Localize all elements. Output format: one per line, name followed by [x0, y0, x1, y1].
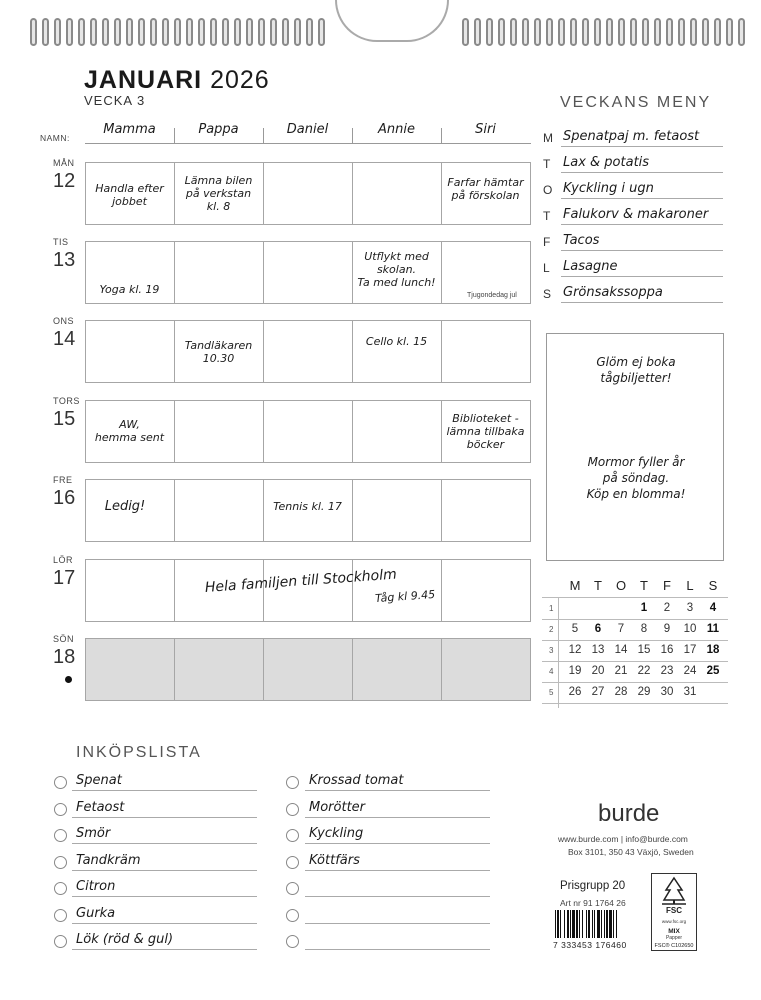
price-group: Prisgrupp 20: [560, 880, 626, 892]
spiral-coil: [186, 18, 193, 46]
minical-day: 23: [660, 665, 674, 677]
minical-header: F: [663, 578, 671, 593]
day-number-3: 15: [53, 408, 76, 430]
menu-dish: Falukorv & makaroner: [563, 207, 709, 222]
minical-day: 14: [614, 644, 628, 656]
menu-day-letter: S: [543, 287, 552, 301]
minical-day: 6: [594, 623, 602, 635]
minical-day: 12: [568, 644, 582, 656]
entry-fri-mamma: Ledig!: [104, 499, 146, 514]
barcode: [553, 910, 646, 938]
shopping-item: Tandkräm: [76, 852, 141, 868]
day-name-5: LÖR: [53, 555, 74, 565]
day-cell: [263, 241, 353, 304]
spiral-coil: [174, 18, 181, 46]
minical-week-number: 5: [549, 688, 554, 697]
entry-tue-annie: Utflykt med skolan. Ta med lunch!: [357, 250, 436, 289]
spiral-coil: [462, 18, 469, 46]
barcode-number: 7 333453 176460: [553, 940, 627, 950]
minical-day: 2: [663, 602, 671, 614]
barcode-bar: [613, 910, 614, 938]
minical-day: 4: [709, 602, 717, 614]
week-label: VECKA 3: [84, 93, 146, 108]
minical-day: 20: [591, 665, 605, 677]
names-underline: [85, 143, 531, 144]
shopping-checkbox[interactable]: [286, 803, 299, 816]
minical-day: 22: [637, 665, 651, 677]
name-pappa: Pappa: [198, 122, 239, 137]
shopping-checkbox[interactable]: [54, 803, 67, 816]
minical-header: L: [686, 578, 694, 593]
spiral-coil: [474, 18, 481, 46]
menu-day-letter: T: [543, 157, 551, 171]
menu-line: [561, 250, 723, 251]
spiral-coil: [306, 18, 313, 46]
fsc-tree-icon: [652, 874, 696, 914]
entry-fri-daniel: Tennis kl. 17: [273, 500, 342, 513]
shopping-item: Köttfärs: [309, 852, 360, 868]
names-label: NAMN:: [40, 133, 70, 143]
spiral-coil: [246, 18, 253, 46]
shopping-line: [305, 949, 490, 950]
menu-day-letter: T: [543, 209, 551, 223]
menu-dish: Lax & potatis: [563, 155, 650, 170]
spiral-coil: [150, 18, 157, 46]
shopping-line: [72, 817, 257, 818]
menu-dish: Spenatpaj m. fetaost: [563, 129, 700, 144]
menu-day-letter: F: [543, 235, 551, 249]
shopping-item: Lök (röd & gul): [76, 932, 174, 947]
holiday-note: Tjugondedag jul: [467, 292, 517, 299]
barcode-bar: [616, 910, 617, 938]
spiral-coil: [498, 18, 505, 46]
spiral-coil: [522, 18, 529, 46]
spiral-coil: [690, 18, 697, 46]
spiral-coil: [318, 18, 325, 46]
spiral-coil: [258, 18, 265, 46]
shopping-checkbox[interactable]: [286, 776, 299, 789]
menu-day-letter: O: [543, 183, 553, 197]
minical-day: 13: [591, 644, 605, 656]
minical-line: [542, 597, 728, 598]
fsc-url: www.fsc.org: [661, 919, 687, 924]
spiral-coil: [486, 18, 493, 46]
day-cell: [352, 400, 442, 463]
minical-week-number: 3: [549, 646, 554, 655]
burde-logo: burde: [598, 800, 660, 827]
fsc-mix: MIX: [668, 928, 680, 935]
spiral-coil: [630, 18, 637, 46]
minical-line: [542, 640, 728, 641]
spiral-coil: [606, 18, 613, 46]
shopping-checkbox[interactable]: [54, 882, 67, 895]
minical-day: 29: [637, 686, 651, 698]
day-number-2: 14: [53, 328, 76, 350]
day-cell: [263, 638, 353, 701]
spiral-coil: [222, 18, 229, 46]
menu-day-letter: L: [543, 261, 550, 275]
shopping-item: Fetaost: [76, 799, 125, 815]
day-cell: [85, 559, 175, 622]
day-cell: [441, 559, 531, 622]
sunday-dot: [65, 676, 72, 683]
entry-thu-siri: Biblioteket - lämna tillbaka böcker: [446, 412, 525, 451]
spiral-coil: [546, 18, 553, 46]
fsc-code: FSC® C102650: [654, 943, 694, 949]
menu-dish: Grönsakssoppa: [563, 285, 663, 300]
spiral-coil: [654, 18, 661, 46]
spiral-coil: [114, 18, 121, 46]
entry-sat-family: Hela familjen till Stockholm: [204, 566, 398, 596]
day-cell: [263, 320, 353, 383]
menu-dish: Lasagne: [563, 259, 618, 274]
shopping-item: Kyckling: [309, 826, 364, 841]
barcode-bar: [609, 910, 612, 938]
minical-day: 17: [683, 644, 697, 656]
minical-day: 27: [591, 686, 605, 698]
day-name-6: SÖN: [53, 634, 75, 644]
entry-tue-mamma: Yoga kl. 19: [99, 283, 160, 296]
shopping-line: [72, 790, 257, 791]
minical-day: 1: [640, 602, 648, 614]
shopping-checkbox[interactable]: [286, 882, 299, 895]
spiral-coil: [738, 18, 745, 46]
name-divider: [263, 128, 264, 144]
minical-day: 9: [663, 623, 671, 635]
menu-title: VECKANS MENY: [560, 94, 712, 111]
barcode-bar: [582, 910, 583, 938]
name-daniel: Daniel: [286, 122, 329, 137]
day-cell: [352, 320, 442, 383]
shopping-line: [305, 817, 490, 818]
day-name-1: TIS: [53, 237, 69, 247]
shopping-line: [72, 870, 257, 871]
entry-thu-mamma: AW, hemma sent: [94, 418, 165, 444]
spiral-coil: [210, 18, 217, 46]
day-cell: [441, 638, 531, 701]
day-cell: [352, 638, 442, 701]
shopping-item: Krossad tomat: [309, 773, 404, 788]
spiral-coil: [594, 18, 601, 46]
name-annie: Annie: [378, 122, 415, 137]
day-cell: [174, 241, 264, 304]
minical-week-number: 1: [549, 604, 554, 613]
barcode-bar: [570, 910, 571, 938]
minical-day: 24: [683, 665, 697, 677]
publisher-address: Box 3101, 350 43 Växjö, Sweden: [568, 847, 694, 857]
shopping-line: [72, 949, 257, 950]
spiral-coil: [702, 18, 709, 46]
shopping-checkbox[interactable]: [54, 935, 67, 948]
shopping-checkbox[interactable]: [54, 856, 67, 869]
day-number-0: 12: [53, 170, 76, 192]
note-tickets: Glöm ej boka tågbiljetter!: [596, 355, 676, 385]
entry-wed-annie: Cello kl. 15: [365, 335, 428, 348]
spiral-coil: [30, 18, 37, 46]
shopping-checkbox[interactable]: [286, 856, 299, 869]
article-number: Art nr 91 1764 26: [560, 898, 626, 908]
shopping-checkbox[interactable]: [286, 935, 299, 948]
name-mamma: Mamma: [103, 122, 156, 137]
minical-day: 11: [706, 623, 720, 635]
menu-line: [561, 276, 723, 277]
minical-day: 5: [571, 623, 579, 635]
spiral-coil: [78, 18, 85, 46]
minical-day: 7: [617, 623, 625, 635]
entry-mon-pappa: Lämna bilen på verkstan kl. 8: [184, 174, 253, 213]
spiral-coil: [678, 18, 685, 46]
notes-box: [546, 333, 724, 561]
minical-line: [542, 703, 728, 704]
day-number-6: 18: [53, 646, 76, 668]
spiral-coil: [558, 18, 565, 46]
barcode-bar: [557, 910, 559, 938]
minical-day: 30: [660, 686, 674, 698]
barcode-bar: [579, 910, 580, 938]
barcode-bar: [604, 910, 605, 938]
barcode-bar: [606, 910, 608, 938]
note-birthday: Mormor fyller år på söndag. Köp en blomma!: [586, 455, 686, 501]
minical-day: 15: [637, 644, 651, 656]
menu-dish: Tacos: [563, 233, 600, 248]
minical-header: T: [640, 578, 648, 593]
day-name-3: TORS: [53, 396, 80, 406]
barcode-bar: [576, 910, 578, 938]
barcode-bar: [594, 910, 595, 938]
minical-day: 21: [614, 665, 628, 677]
minical-week-number: 4: [549, 667, 554, 676]
fsc-logo-text: FSC: [666, 906, 682, 914]
menu-line: [561, 224, 723, 225]
spiral-coil: [642, 18, 649, 46]
barcode-bar: [567, 910, 569, 938]
barcode-bar: [601, 910, 602, 938]
publisher-contact: www.burde.com | info@burde.com: [558, 834, 688, 844]
shopping-checkbox[interactable]: [54, 776, 67, 789]
spiral-coil: [534, 18, 541, 46]
spiral-coil: [618, 18, 625, 46]
minical-day: 26: [568, 686, 582, 698]
day-cell: [352, 162, 442, 225]
entry-sat-train: Tåg kl 9.45: [374, 587, 436, 606]
day-cell: [85, 638, 175, 701]
spiral-coil: [66, 18, 73, 46]
barcode-bar: [564, 910, 565, 938]
day-cell: [352, 479, 442, 542]
minical-day: 18: [706, 644, 720, 656]
spiral-coil: [270, 18, 277, 46]
minical-day: 31: [683, 686, 697, 698]
menu-day-letter: M: [543, 131, 553, 145]
minical-day: 8: [640, 623, 648, 635]
shopping-line: [305, 896, 490, 897]
day-cell: [441, 320, 531, 383]
day-number-1: 13: [53, 249, 76, 271]
menu-line: [561, 302, 723, 303]
barcode-bar: [586, 910, 587, 938]
barcode-bar: [597, 910, 600, 938]
spiral-coil: [162, 18, 169, 46]
shopping-checkbox[interactable]: [286, 829, 299, 842]
spiral-coil: [726, 18, 733, 46]
spiral-coil: [102, 18, 109, 46]
menu-line: [561, 172, 723, 173]
minical-header: S: [708, 578, 718, 593]
name-divider: [352, 128, 353, 144]
spiral-coil: [510, 18, 517, 46]
day-cell: [174, 400, 264, 463]
menu-line: [561, 198, 723, 199]
barcode-bar: [592, 910, 593, 938]
shopping-checkbox[interactable]: [54, 829, 67, 842]
spiral-coil: [198, 18, 205, 46]
name-divider: [174, 128, 175, 144]
day-name-0: MÅN: [53, 158, 75, 168]
spiral-coil: [138, 18, 145, 46]
day-cell: [85, 320, 175, 383]
day-number-5: 17: [53, 567, 76, 589]
day-cell: [263, 400, 353, 463]
shopping-item: Gurka: [76, 905, 116, 921]
minical-line: [542, 661, 728, 662]
minical-header: T: [594, 578, 602, 593]
spiral-coil: [234, 18, 241, 46]
shopping-line: [72, 896, 257, 897]
minical-line: [542, 619, 728, 620]
barcode-bar: [588, 910, 590, 938]
barcode-bar: [555, 910, 556, 938]
entry-mon-siri: Farfar hämtar på förskolan: [447, 176, 524, 202]
barcode-bar: [572, 910, 575, 938]
minical-day: 19: [568, 665, 582, 677]
shopping-item: Morötter: [309, 799, 366, 815]
spiral-coil: [126, 18, 133, 46]
shopping-item: Citron: [76, 879, 116, 894]
shopping-line: [305, 843, 490, 844]
minical-day: 3: [686, 602, 694, 614]
day-cell: [441, 479, 531, 542]
shopping-line: [72, 923, 257, 924]
shopping-title: INKÖPSLISTA: [76, 744, 202, 761]
minical-day: 28: [614, 686, 628, 698]
menu-line: [561, 146, 723, 147]
shopping-item: Spenat: [76, 773, 122, 788]
shopping-checkbox[interactable]: [54, 909, 67, 922]
barcode-bar: [560, 910, 561, 938]
fsc-paper: Papper: [665, 935, 683, 941]
shopping-item: Smör: [76, 826, 111, 841]
spiral-coil: [42, 18, 49, 46]
name-siri: Siri: [475, 122, 496, 137]
spiral-coil: [582, 18, 589, 46]
entry-mon-mamma: Handla efter jobbet: [95, 182, 164, 208]
day-cell: [174, 479, 264, 542]
day-name-2: ONS: [53, 316, 75, 326]
day-cell: [174, 638, 264, 701]
spiral-coil: [570, 18, 577, 46]
shopping-line: [305, 790, 490, 791]
minical-week-number: 2: [549, 625, 554, 634]
spiral-coil: [714, 18, 721, 46]
shopping-line: [305, 870, 490, 871]
minical-day: 16: [660, 644, 674, 656]
spiral-coil: [294, 18, 301, 46]
day-number-4: 16: [53, 487, 76, 509]
minical-week-divider: [558, 598, 559, 708]
minical-header: M: [569, 578, 581, 593]
spiral-coil: [90, 18, 97, 46]
shopping-line: [72, 843, 257, 844]
shopping-checkbox[interactable]: [286, 909, 299, 922]
entry-wed-pappa: Tandläkaren 10.30: [184, 339, 253, 365]
spiral-coil: [282, 18, 289, 46]
minical-header: O: [615, 578, 627, 593]
fsc-logo: [651, 873, 697, 951]
minical-line: [542, 682, 728, 683]
page-title: JANUARI 2026: [84, 66, 270, 94]
minical-day: 25: [706, 665, 720, 677]
minical-day: 10: [683, 623, 697, 635]
day-cell: [263, 162, 353, 225]
spiral-coil: [666, 18, 673, 46]
day-name-4: FRE: [53, 475, 73, 485]
name-divider: [441, 128, 442, 144]
spiral-coil: [54, 18, 61, 46]
shopping-line: [305, 923, 490, 924]
menu-dish: Kyckling i ugn: [563, 181, 654, 196]
